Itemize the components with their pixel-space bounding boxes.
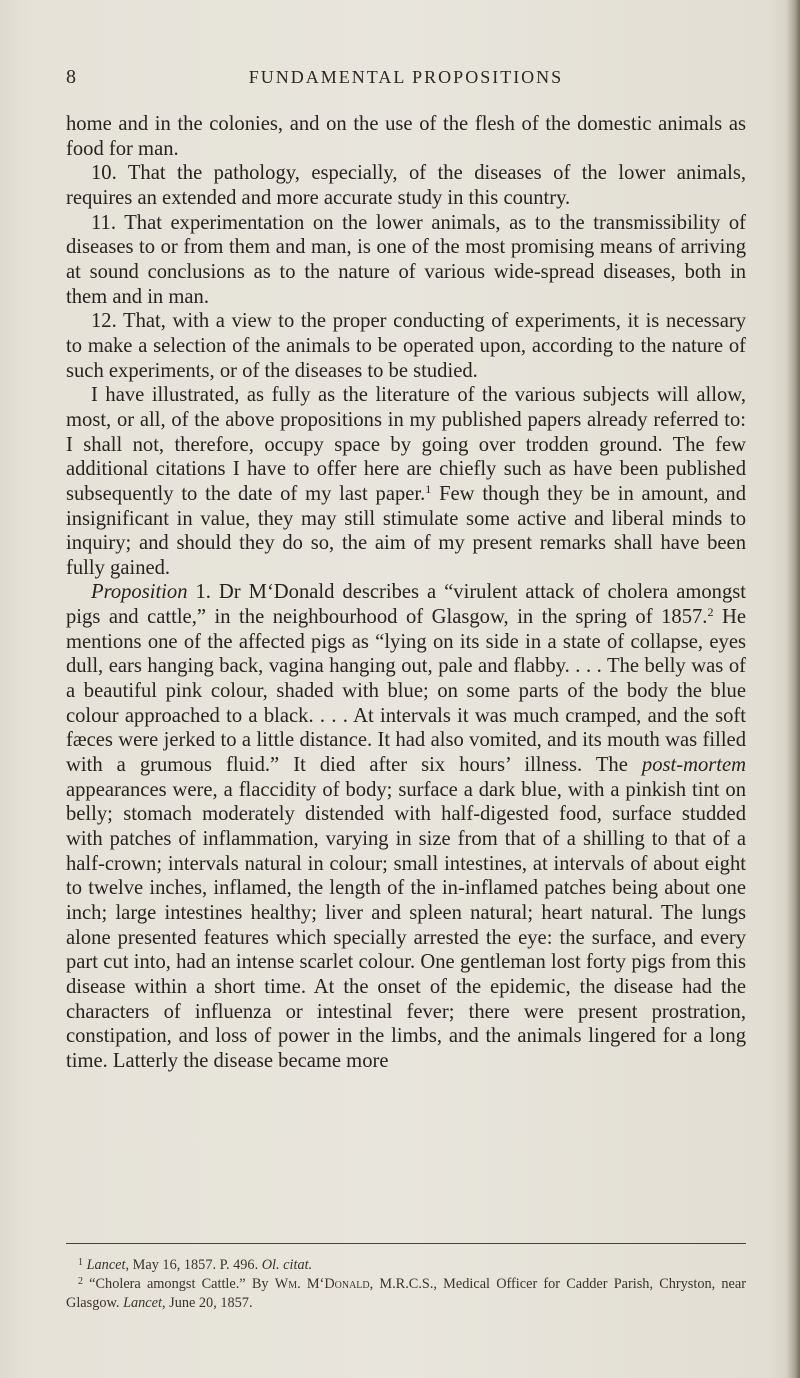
prop-text-b: He mentions one of the affected pigs as “lying on its side in a state of collapse, eyes dull, ears hanging back, vagina hanging out, pale and flabby. . . . The belly was of a beautiful pink colour, shaded with blue; on some parts of the body the blue colour approached to a black. . . . At intervals it was much cramped, and the soft fæces were jerked to a little distance. It had also vomited, and its mouth was filled with a grumous fluid.” It died after six hours’ illness. The <box>66 606 746 777</box>
footnote-1-journal: Lancet <box>86 1257 126 1273</box>
footnote-2-mark: 2 <box>78 1276 83 1287</box>
post-mortem-term: post-mortem <box>641 754 746 777</box>
proposition-11: 11. That experimentation on the lower animals, as to the transmissibility of diseases to or from them and man, is one of the most promising means of arriving at sound conclusions as to the nature of various wide-spread diseases, both in them and in man. <box>66 211 746 308</box>
prop-text-c: appearances were, a flaccidity of body; surface a dark blue, with a pinkish tint on belly; stomach moderately distended with half-digested food, surface studded with patches of inflammation, varying in size from that of a shilling to that of a half-crown; intervals natural in colour; small intestines, at intervals of about eight to twelve inches, inflamed, the length of the in-inflamed patches being about one inch; large intestines healthy; liver and spleen natural; heart natural. The lungs alone presented features which specially arrested the eye: the surface, and every part cut into, had an intense scarlet colour. One gentleman lost forty pigs from this disease within a short time. At the onset of the epidemic, the disease had the characters of influenza or intestinal fever; there were present prostration, constipation, and loss of power in the limbs, and the animals lingered for a long time. Latterly the disease became more <box>66 778 746 1072</box>
footnote-2 <box>66 1275 746 1313</box>
footnote-2-date: , June 20, 1857. <box>161 1295 253 1311</box>
footnote-1-mark: 1 <box>78 1257 83 1268</box>
paragraph-continuation: home and in the colonies, and on the use of the flesh of the domestic animals as food for man. <box>66 113 746 160</box>
paragraph-intro <box>66 383 746 580</box>
proposition-10: 10. That the pathology, especially, of the diseases of the lower animals, requires an extended and more accurate study in this country. <box>66 162 746 209</box>
footnote-2-text-b: , M.R.C.S., Medical Officer for Cadder Parish, Chryston, near Glasgow. <box>66 1276 746 1311</box>
running-title: FUNDAMENTAL PROPOSITIONS <box>248 67 564 87</box>
prop-text-a: 1. Dr M‘Donald describes a “virulent attack of cholera amongst pigs and cattle,” in the neighbourhood of Glasgow, in the spring of 1857. <box>66 581 746 629</box>
footnote-1-citation: Ol. citat. <box>261 1257 313 1273</box>
proposition-label: Proposition <box>91 581 188 604</box>
intro-text-b: Few though they be in amount, and insignificant in value, they may still stimulate some active and liberal minds to inquiry; and should they do so, the aim of my present remarks shall have been fully gained. <box>66 482 746 579</box>
footnote-1 <box>66 1256 746 1275</box>
proposition-12: 12. That, with a view to the proper conducting of experiments, it is necessary to make a selection of the animals to be operated upon, according to the nature of such experiments, or of the diseases to be studied. <box>66 310 746 382</box>
footnote-2-text: “Cholera amongst Cattle.” By <box>83 1276 275 1292</box>
body-text <box>66 112 746 1074</box>
page-number: 8 <box>66 66 76 88</box>
footnote-ref-1: 1 <box>425 481 432 496</box>
page-edge-shadow <box>786 0 800 1378</box>
footnotes <box>66 1256 746 1313</box>
running-head <box>66 60 746 94</box>
intro-text-a: I have illustrated, as fully as the literature of the various subjects will allow, most, or all, of the above propositions in my published papers already referred to: I shall not, therefore, occupy space by going over trodden ground. The few additional citations I have to offer here are chiefly such as have been published subsequently to the date of my last paper. <box>66 384 746 505</box>
footnote-rule <box>66 1243 746 1244</box>
footnote-ref-2: 2 <box>707 605 714 620</box>
footnote-2-author: Wm. M‘Donald <box>274 1276 370 1292</box>
footnote-2-journal: Lancet <box>123 1295 162 1311</box>
paragraph-proposition-1 <box>66 580 746 1073</box>
footnote-1-text: , May 16, 1857. P. 496. <box>125 1257 262 1273</box>
